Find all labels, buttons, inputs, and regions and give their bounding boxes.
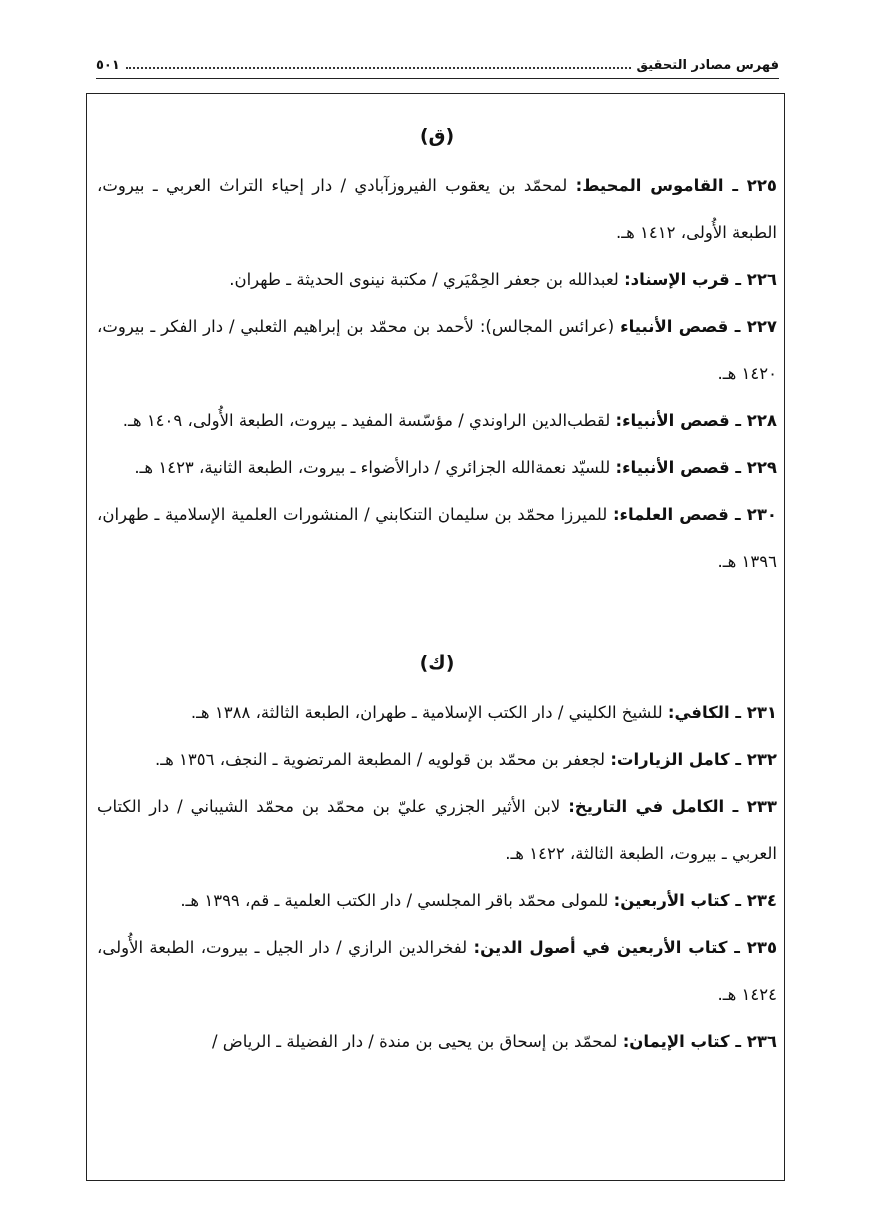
entry-text: لمحمّد بن يعقوب الفيروزآبادي / دار إحياء التراث العربي ـ بيروت، الطبعة الأُولى، ١٤١٢ هـ. [97, 176, 777, 242]
page-number: ٥٠١ [96, 57, 120, 73]
entry-dash: ـ [723, 176, 747, 195]
entry-title: كامل الزيارات: [610, 750, 730, 769]
entry-title: قصص العلماء: [612, 505, 729, 524]
bibliography-entry [97, 783, 777, 877]
running-header [96, 54, 779, 76]
entry-number: ٢٢٥ [746, 176, 777, 195]
entry-dash: ـ [729, 1032, 747, 1051]
entry-dash: ـ [728, 505, 747, 524]
entry-number: ٢٣٠ [746, 505, 777, 524]
entry-dash: ـ [729, 411, 747, 430]
entry-title: قصص الأنبياء: [615, 458, 730, 477]
entry-number: ٢٢٨ [746, 411, 777, 430]
entry-text: لقطب‌الدين الراوندي / مؤسّسة المفيد ـ بيروت، الطبعة الأُولى، ١٤٠٩ هـ. [122, 411, 611, 430]
section-heading-kaf: (ك) [419, 652, 455, 674]
entry-title: كتاب الإيمان: [622, 1032, 730, 1051]
entry-text: للسيّد نعمة‌الله الجزائري / دارالأضواء ـ بيروت، الطبعة الثانية، ١٤٢٣ هـ. [134, 458, 611, 477]
entry-text: لجعفر بن محمّد بن قولويه / المطبعة المرتضوية ـ النجف، ١٣٥٦ هـ. [155, 750, 606, 769]
entry-number: ٢٢٩ [746, 458, 777, 477]
header-title: فهرس مصادر التحقيق [636, 57, 779, 73]
entry-text: (عرائس المجالس): لأحمد بن محمّد بن إبراهيم الثعلبي / دار الفكر ـ بيروت، ١٤٢٠ هـ. [97, 317, 777, 383]
bibliography-entry [97, 397, 777, 444]
entry-number: ٢٣١ [746, 703, 777, 722]
entry-number: ٢٣٢ [746, 750, 777, 769]
entry-title: كتاب الأربعين: [613, 891, 730, 910]
bibliography-entry [97, 491, 777, 585]
entry-title: قصص الأنبياء: [615, 411, 730, 430]
entry-dash: ـ [729, 270, 747, 289]
entry-title: القاموس المحيط: [575, 176, 724, 195]
header-rule [96, 78, 779, 79]
section-spacer [97, 585, 777, 637]
bibliography-content [97, 110, 777, 1065]
header-leader-dots [126, 67, 631, 69]
entry-text: لفخرالدين الرازي / دار الجيل ـ بيروت، الطبعة الأُولى، ١٤٢٤ هـ. [97, 938, 777, 1004]
entry-number: ٢٢٦ [746, 270, 777, 289]
bibliography-entry [97, 256, 777, 303]
section-heading-qaf: (ق) [419, 125, 455, 147]
bibliography-entry [97, 689, 777, 736]
bibliography-entry [97, 736, 777, 783]
entry-dash: ـ [729, 458, 747, 477]
entry-text: لعبدالله بن جعفر الحِمْيَري / مكتبة نينوى الحديثة ـ طهران. [229, 270, 619, 289]
entry-text: لابن الأثير الجزري عليّ بن محمّد بن محمّد الشيباني / دار الكتاب العربي ـ بيروت، الطبعة الثالثة، ١٤٢٢ هـ. [97, 797, 777, 863]
entry-number: ٢٣٣ [746, 797, 777, 816]
entry-number: ٢٢٧ [746, 317, 777, 336]
entry-number: ٢٣٥ [746, 938, 778, 957]
entry-text: للميرزا محمّد بن سليمان التنكابني / المنشورات العلمية الإسلامية ـ طهران، ١٣٩٦ هـ. [97, 505, 777, 571]
bibliography-entry [97, 924, 777, 1018]
entry-text: للشيخ الكليني / دار الكتب الإسلامية ـ طهران، الطبعة الثالثة، ١٣٨٨ هـ. [190, 703, 663, 722]
entry-dash: ـ [729, 703, 747, 722]
entry-title: قصص الأنبياء [620, 317, 729, 336]
bibliography-entry [97, 1018, 777, 1065]
entry-title: كتاب الأربعين في أصول الدين: [473, 938, 728, 957]
entry-dash: ـ [727, 938, 747, 957]
entry-dash: ـ [729, 750, 747, 769]
entry-text: لمحمّد بن إسحاق بن يحيى بن مندة / دار الفضيلة ـ الرياض / [211, 1032, 618, 1051]
entry-dash: ـ [728, 317, 747, 336]
entry-title: الكافي: [667, 703, 730, 722]
entry-number: ٢٣٤ [746, 891, 777, 910]
entry-number: ٢٣٦ [746, 1032, 777, 1051]
entry-text: للمولى محمّد باقر المجلسي / دار الكتب العلمية ـ قم، ١٣٩٩ هـ. [180, 891, 609, 910]
bibliography-entry [97, 444, 777, 491]
bibliography-entry [97, 303, 777, 397]
bibliography-entry [97, 877, 777, 924]
entry-title: الكامل في التاريخ: [568, 797, 725, 816]
entry-title: قرب الإسناد: [624, 270, 730, 289]
bibliography-entry [97, 162, 777, 256]
entry-dash: ـ [729, 891, 747, 910]
entry-dash: ـ [724, 797, 747, 816]
